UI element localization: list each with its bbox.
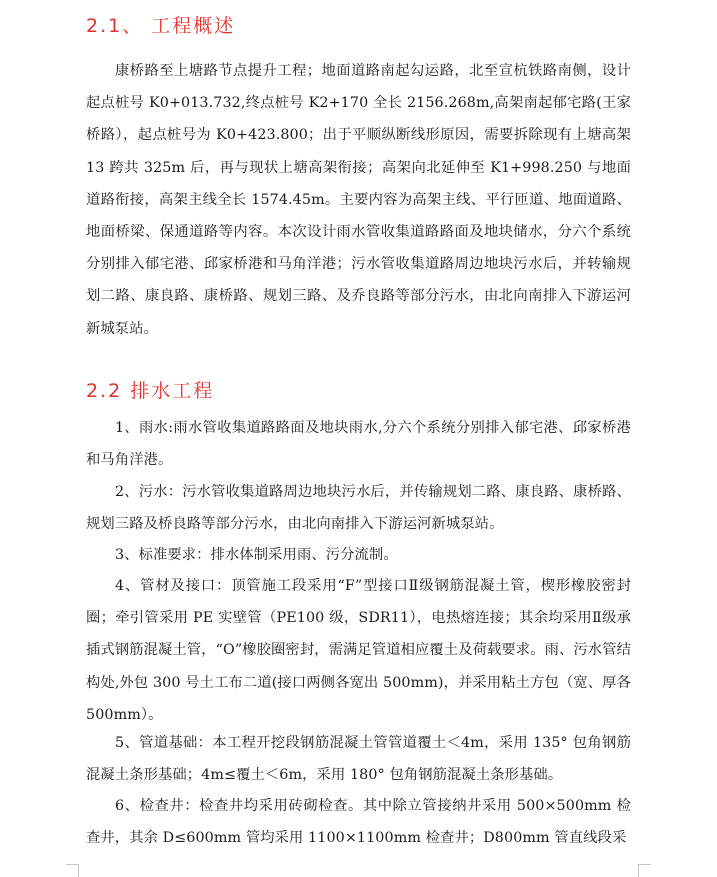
drainage-item-inspection-well: 6、检查井：检查井均采用砖砌检查。其中除立管接纳井采用 500×500mm 检查井，其余 D≤600mm 管均采用 1100×1100mm 检查井；D800mm 管直线段采 bbox=[86, 798, 631, 847]
drainage-item-pipe-material: 4、管材及接口：顶管施工段采用“F”型接口Ⅱ级钢筋混凝土管，楔形橡胶密封圈；牵引管采用 PE 实壁管（PE100 级，SDR11），电热熔连接；其余均采用Ⅱ级承插式钢筋混凝土管，“O”橡胶圈密封，需满足管道相应覆土及荷载要求。雨、污水管结构处,外包 300 号土工布二道(接口两侧各宽出 500mm)，并采用粘土方包（宽、厚各 500mm）。 bbox=[86, 578, 631, 723]
page-corner-mark-left bbox=[66, 864, 79, 877]
drainage-item-pipe-foundation: 5、管道基础：本工程开挖段钢筋混凝土管管道覆土＜4m，采用 135° 包角钢筋混凝土条形基础；4m≤覆土＜6m，采用 180° 包角钢筋混凝土条形基础。 bbox=[86, 735, 631, 784]
section-heading-drainage: 2.2 排水工程 bbox=[86, 380, 215, 402]
page-corner-mark-right bbox=[638, 864, 651, 877]
drainage-item-sewage: 2、污水：污水管收集道路周边地块污水后，并传输规划二路、康良路、康桥路、规划三路及桥良路等部分污水，由北向南排入下游运河新城泵站。 bbox=[86, 484, 631, 533]
drainage-item-standard: 3、标准要求：排水体制采用雨、污分流制。 bbox=[115, 547, 398, 563]
section-heading-overview: 2.1、 工程概述 bbox=[86, 15, 236, 37]
drainage-item-rainwater: 1、雨水:雨水管收集道路路面及地块雨水,分六个系统分别排入郁宅港、邱家桥港和马角洋港。 bbox=[86, 420, 631, 469]
overview-paragraph: 康桥路至上塘路节点提升工程；地面道路南起勾运路，北至宣杭铁路南侧，设计起点桩号 K0+013.732,终点桩号 K2+170 全长 2156.268m,高架南起郁宅路(王家桥路），起点桩号为 K0+423.800；出于平顺纵断线形原因，需要拆除现有上塘高架 13 跨共 325m 后，再与现状上塘高架衔接；高架向北延伸至 K1+998.250 与地面道路衔接，高架主线全长 1574.45m。主要内容为高架主线、平行匝道、地面道路、地面桥梁、保通道路等内容。本次设计雨水管收集道路路面及地块储水，分六个系统分别排入郁宅港、邱家桥港和马角洋港；污水管收集道路周边地块污水后，并转输规划二路、康良路、康桥路、规划三路、及乔良路等部分污水，由北向南排入下游运河新城泵站。 bbox=[86, 63, 631, 337]
